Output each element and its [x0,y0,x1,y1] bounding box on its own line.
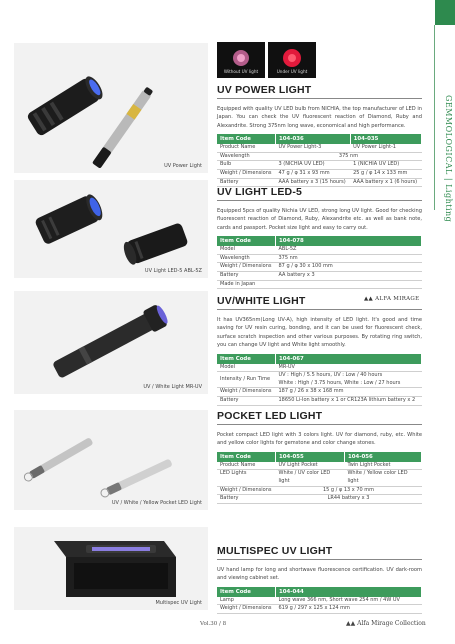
cell-label: Bulb [217,161,276,170]
spec-table [217,587,422,614]
cell-value: 375 nm [276,254,422,263]
side-tab-strip [435,0,455,25]
table-row [217,254,422,263]
cell-value: UV Light Pocket [276,462,345,470]
table-header-row [217,587,422,597]
header-code-1: 104-067 [276,354,422,364]
header-item-code: Item Code [217,236,276,246]
side-tab [428,0,455,644]
header-item-code: Item Code [217,587,276,597]
table-row [217,152,422,161]
header-item-code: Item Code [217,134,276,144]
cell-value: 375 nm [276,152,422,161]
header-code-1: 104-044 [276,587,422,597]
cell-label: Model [217,246,276,254]
cell-value: 87 g / φ 30 x 100 mm [276,263,422,272]
cell-value: ABL-5Z [276,246,422,254]
table-row [217,597,422,605]
image-caption: UV / White Light MR-UV [143,384,202,390]
cell-value: 15 g / φ 13 x 70 mm [276,486,422,495]
cell-label: Lamp [217,597,276,605]
brand-name: ALFA MIRAGE [375,296,420,302]
table-row [217,170,422,179]
header-code-1: 104-078 [276,236,422,246]
section-uv-white-light [217,295,422,406]
section-title: UV LIGHT LED-5 [217,186,422,198]
cell-label: LED Lights [217,470,276,486]
page-number: Vol.30 / 8 [200,621,227,627]
cell-value: 187 g / 26 x 38 x 168 mm [276,388,422,397]
cell-label: Made in Japan [217,280,276,289]
cell-value: Long wave 366 nm, Short wave 254 nm / 4W UV [276,597,422,605]
cell-label: Weight / Dimensions [217,388,276,397]
cell-value: MR-UV [276,364,422,372]
table-row [217,605,422,614]
section-uv-light-led5 [217,186,422,289]
cell-label: Battery [217,397,276,406]
table-header-row [217,134,422,144]
cell-label: Weight / Dimensions [217,170,276,179]
footer-brand [346,620,426,627]
uv-power-light-image [14,43,208,173]
gem-label-without-uv: Without UV light [223,69,259,74]
image-caption: Multispec UV Light [155,600,202,606]
section-multispec-uv-light [217,545,422,614]
footer-brand-name: Alfa Mirage Collection [357,620,426,627]
cell-label: Wavelength [217,152,276,161]
multispec-cabinet-illustration [14,527,208,610]
table-row [217,495,422,504]
cell-label: Product Name [217,462,276,470]
cell-value: 1 (NICHIA UV LED) [350,161,421,170]
cell-label: Weight / Dimensions [217,605,276,614]
section-title: POCKET LED LIGHT [217,410,422,422]
image-caption: UV Light LED-5 ABL-5Z [144,268,202,274]
cell-value: White / Yellow color LED light [344,470,421,486]
table-row [217,372,422,388]
cell-label: Wavelength [217,254,276,263]
cell-label: Model [217,364,276,372]
table-row [217,246,422,254]
table-row [217,470,422,486]
spec-table [217,134,422,187]
header-item-code: Item Code [217,452,276,462]
pocket-lights-illustration [14,410,208,510]
cell-value: 3 (NICHIA UV LED) [276,161,351,170]
cell-label: Weight / Dimensions [217,263,276,272]
cell-label: Intensity / Run Time [217,372,276,388]
cell-label: Product Name [217,144,276,152]
multispec-uv-light-image [14,527,208,610]
section-title: UV POWER LIGHT [217,84,422,96]
cell-value: UV Power Light-3 [276,144,351,152]
brand-mark-icon: ▲▲ [364,296,374,302]
cell-value: White / UV color LED light [276,470,345,486]
led5-flashlight-illustration [14,180,208,278]
table-row [217,272,422,281]
cell-value: LR44 battery x 3 [276,495,422,504]
section-title: UV/WHITE LIGHT [217,295,422,307]
section-pocket-led-light [217,410,422,504]
side-tab-divider [434,25,435,210]
cell-value: Twin Light Pocket [344,462,421,470]
mr-uv-flashlight-illustration [14,291,208,394]
table-row [217,280,422,289]
section-description: UV hand lamp for long and shortwave fluorescence certification. UV dark-room and viewing cabinet set. [217,567,422,582]
header-code-2: 104-035 [350,134,421,144]
cell-label: Battery [217,272,276,281]
gem-label-under-uv: Under UV light [276,69,308,74]
cell-value [276,280,422,289]
cell-label: Weight / Dimensions [217,486,276,495]
table-header-row [217,452,422,462]
cell-value: AAA battery x 3 (15 hours) [276,178,351,187]
pocket-led-light-image [14,410,208,510]
header-item-code: Item Code [217,354,276,364]
table-row [217,486,422,495]
brand-mark-icon: ▲▲ [346,620,356,627]
table-header-row [217,354,422,364]
cell-value: AA battery x 3 [276,272,422,281]
uv-light-led5-image [14,180,208,278]
flashlight-illustration [14,43,208,173]
image-caption: UV Power Light [164,163,202,169]
section-uv-power-light [217,84,422,187]
table-row [217,388,422,397]
section-description: Equipped with quality UV LED bulb from NICHIA, the top manufacturer of LED in Japan. You can check the UV fluorescent reaction of Diamond, Ruby and Alexandrite. Strong 375nm long wave, economical and high performance. [217,106,422,129]
cell-value: AAA battery x 1 (6 hours) [350,178,421,187]
header-code-1: 104-036 [276,134,351,144]
section-description: Equipped 5pcs of quality Nichia UV LED, strong long UV light. Good for checking fluorescent reaction of Diamond, Ruby, Alexandrite etc. as well as bank note, cards and passport. Pocket size light and easy to carry out. [217,208,422,231]
cell-value: 18650 Li-Ion battery x 1 or CR123A lithium battery x 2 [276,397,422,406]
table-row [217,462,422,470]
section-title: MULTISPEC UV LIGHT [217,545,422,557]
cell-label: Battery [217,178,276,187]
cell-value: 619 g / 297 x 125 x 124 mm [276,605,422,614]
image-caption: UV / White / Yellow Pocket LED Light [111,500,202,506]
header-code-1: 104-055 [276,452,345,462]
cell-value: UV Power Light-1 [350,144,421,152]
table-row [217,161,422,170]
spec-table [217,452,422,504]
side-tab-label: GEMMOLOGICAL | Lighting [444,95,453,223]
table-row [217,144,422,152]
table-header-row [217,236,422,246]
cell-value: 25 g / φ 14 x 133 mm [350,170,421,179]
spec-table [217,354,422,406]
table-row [217,364,422,372]
spec-table [217,236,422,289]
alfa-mirage-logo [364,296,419,302]
section-description: It has UV365nm(Long UV-A), high intensity of LED light. It's good and time saving for UV resin curing, bonding, and it can be used for fluorescent check, surface scratch inspection and other various purposes. By rotating ring switch, you can change UV light and White light smoothly. [217,317,422,349]
header-code-2: 104-056 [344,452,421,462]
table-row [217,263,422,272]
cell-value: UV : High / 5.5 hours, UV : Low / 40 hours White : High / 3.75 hours, White : Low / 27 hours [276,372,422,388]
table-row [217,397,422,406]
cell-label: Battery [217,495,276,504]
uv-white-light-image [14,291,208,394]
section-description: Pocket compact LED light with 3 colors light. UV for diamond, ruby, etc. White and yellow color lights for gemstone and color change stones. [217,432,422,447]
cell-value: 47 g / φ 31 x 93 mm [276,170,351,179]
